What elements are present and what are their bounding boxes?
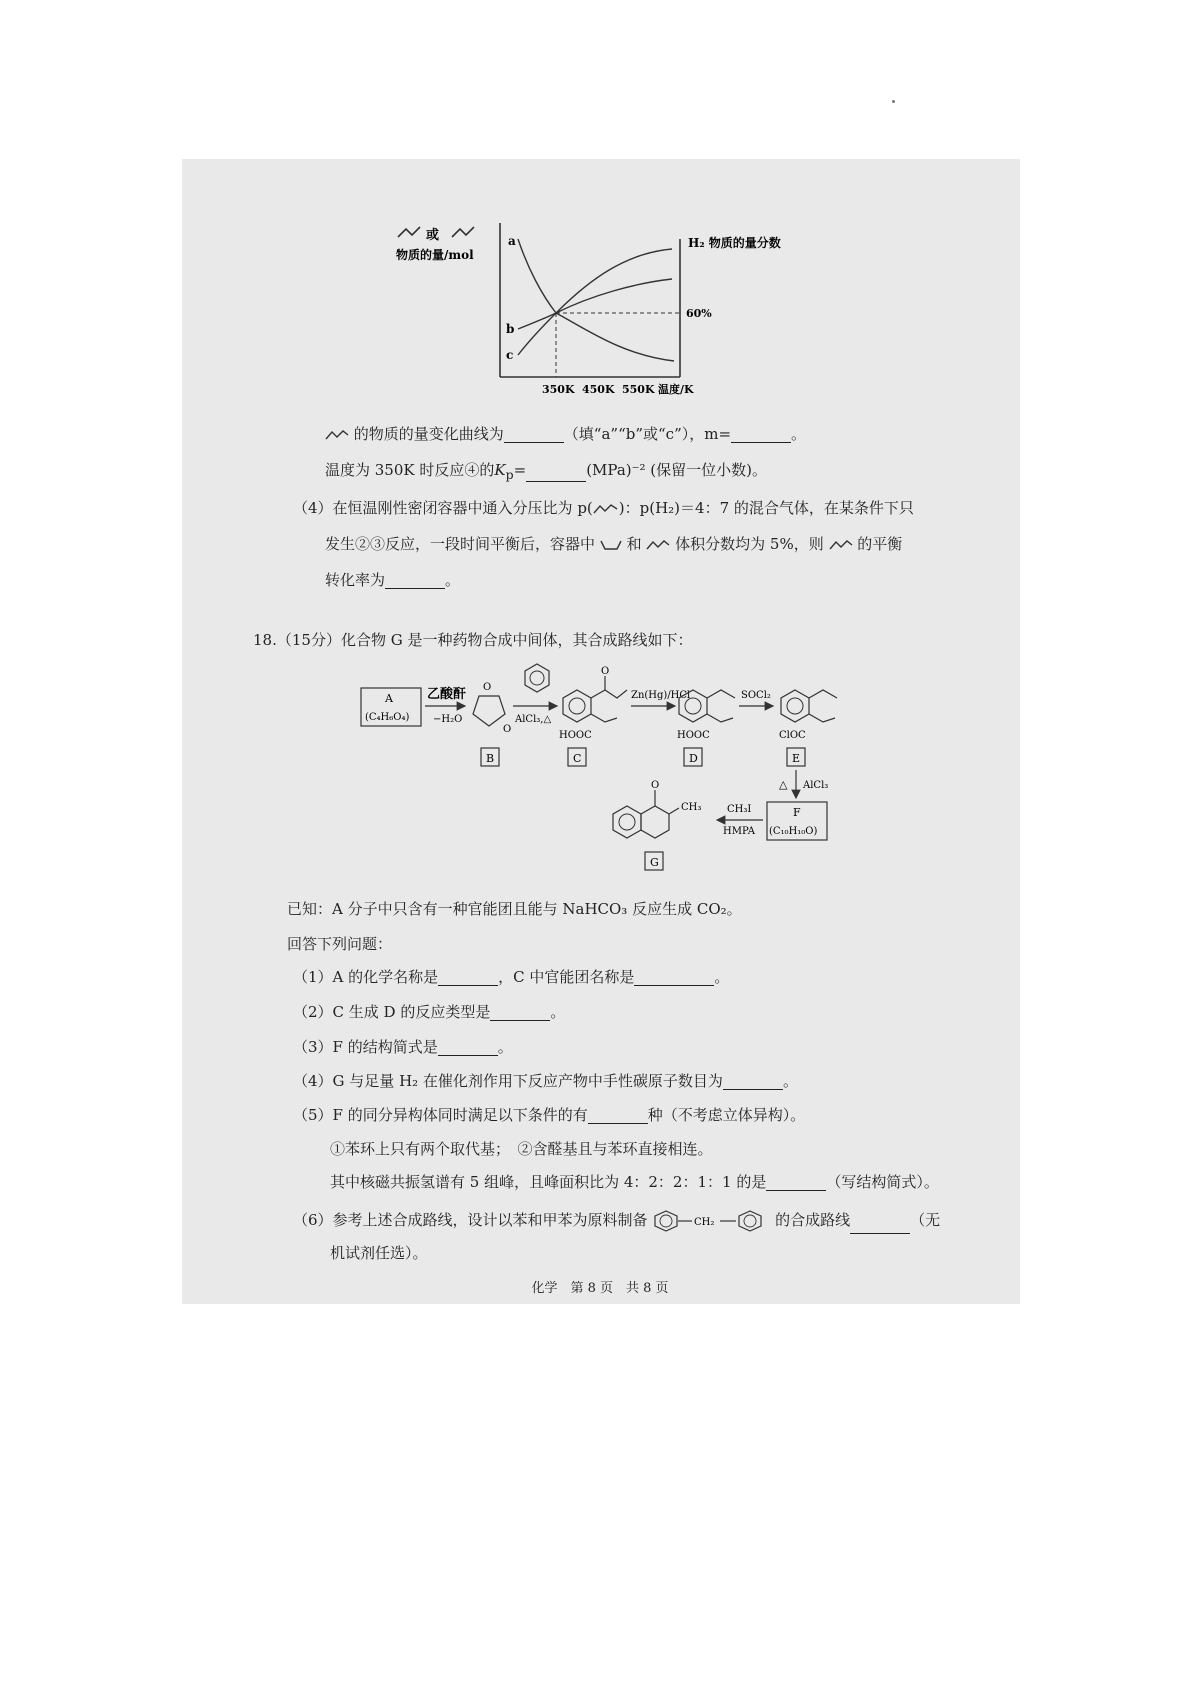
q18-part4: （4）G 与足量 H₂ 在催化剂作用下反应产物中手性碳原子数目为 。 <box>293 1072 798 1090</box>
xtick-350k: 350K <box>542 383 575 396</box>
compound-f-name: F <box>793 806 801 819</box>
alkene-skeleton-icon <box>829 539 853 551</box>
q18-part5-conditions: ①苯环上只有两个取代基； ②含醛基且与苯环直接相连。 <box>330 1140 713 1158</box>
reagent-socl2: SOCl₂ <box>741 690 771 701</box>
q18-title: 18.（15分）化合物 G 是一种药物合成中间体，其合成路线如下： <box>253 631 693 649</box>
compound-c-cooh: HOOC <box>559 730 592 741</box>
svg-text:O: O <box>483 682 492 693</box>
compound-d-cooh: HOOC <box>677 730 710 741</box>
alkene-skeleton-icon <box>646 539 670 551</box>
compound-g-ring <box>641 806 669 838</box>
q18-part1: （1）A 的化学名称是 ，C 中官能团名称是 。 <box>293 968 730 986</box>
label-c: C <box>573 752 582 765</box>
svg-text:O: O <box>651 780 660 791</box>
q18-known: 已知：A 分子中只含有一种官能团且能与 NaHCO₃ 反应生成 CO₂。 <box>287 900 742 918</box>
q17-line2: 温度为 350K 时反应④的$K_p= (MPa)^{-2}$ (保留一位小数)。 <box>325 461 768 482</box>
xtick-450k: 450K <box>582 383 615 396</box>
svg-text:O: O <box>601 666 610 677</box>
q18-part5-nmr: 其中核磁共振氢谱有 5 组峰，且峰面积比为 4：2：2：1：1 的是 （写结构简式）。 <box>330 1173 939 1191</box>
reagent-alcl3: AlCl₃ <box>803 780 829 791</box>
q18-part6-line2: 机试剂任选）。 <box>330 1244 428 1262</box>
scan-speck <box>892 100 895 103</box>
q17-line1: 的物质的量变化曲线为 （填“a”“b”或“c”），m= 。 <box>325 425 806 443</box>
compound-b-ring <box>473 696 505 726</box>
answer-blank-m[interactable] <box>731 428 791 443</box>
xlabel: 温度/K <box>658 383 694 396</box>
reagent-heat: △ <box>779 778 788 791</box>
q18-prompt: 回答下列问题： <box>287 935 393 953</box>
cyclo-skeleton-icon <box>600 539 622 551</box>
ch2-label: CH₂ <box>694 1217 715 1228</box>
curve-label-c: c <box>506 348 514 362</box>
alkene-skeleton-icon <box>452 227 474 237</box>
page-footer: 化学 第 8 页 共 8 页 <box>531 1281 669 1296</box>
compound-c-benzene <box>563 690 591 722</box>
answer-blank-kp[interactable] <box>526 467 586 482</box>
reagent-alcl3-heat: AlCl₃,△ <box>515 714 552 725</box>
q18-part6: （6）参考上述合成路线，设计以苯和甲苯为原料制备 CH₂ 的合成路线 （无 <box>293 1208 940 1234</box>
ylabel-or: 或 <box>426 228 440 243</box>
answer-blank-isomer-count[interactable] <box>588 1109 648 1124</box>
alkene-skeleton-icon <box>593 503 619 515</box>
ref-label-60: 60% <box>686 307 712 320</box>
answer-blank-nmr-structure[interactable] <box>766 1176 826 1191</box>
reagent-zn-hg-hcl: Zn(Hg)/HCl <box>631 690 691 701</box>
answer-blank-reaction-type[interactable] <box>490 1006 550 1021</box>
temperature-chart <box>396 219 806 419</box>
reagent-ch3i: CH₃I <box>727 804 752 815</box>
q18-part2: （2）C 生成 D 的反应类型是 。 <box>293 1003 566 1021</box>
ylabel-right: H₂ 物质的量分数 <box>688 236 781 250</box>
answer-blank-route[interactable] <box>850 1219 910 1234</box>
curve-a <box>518 239 674 361</box>
ylabel-left: 物质的量/mol <box>396 248 474 262</box>
diphenylmethane-icon <box>652 1208 770 1234</box>
compound-a-formula: (C₄H₆O₄) <box>365 712 410 723</box>
xtick-550k: 550K <box>622 383 655 396</box>
reagent-acetic-anhydride: 乙酸酐 <box>427 687 467 702</box>
answer-blank-c-group[interactable] <box>634 971 714 986</box>
label-e: E <box>792 752 801 765</box>
q17-part4-line1: （4）在恒温刚性密闭容器中通入分压比为 p( )：p(H₂)＝4：7 的混合气体，在某条件下只 <box>293 499 914 517</box>
answer-blank-conversion[interactable] <box>385 574 445 589</box>
q17-part4-line2: 发生②③反应，一段时间平衡后，容器中 和 体积分数均为 5%，则 的平衡 <box>325 535 903 553</box>
svg-text:O: O <box>503 724 512 735</box>
compound-e-benzene <box>781 690 809 722</box>
reagent-hmpa: HMPA <box>723 826 755 837</box>
compound-a-name: A <box>385 692 393 705</box>
label-d: D <box>689 752 698 765</box>
alkene-skeleton-icon <box>325 429 349 441</box>
reagent-minus-water: −H₂O <box>433 714 463 725</box>
compound-g-methyl: CH₃ <box>681 802 702 813</box>
answer-blank-f-structure[interactable] <box>438 1041 498 1056</box>
answer-blank-a-name[interactable] <box>438 971 498 986</box>
answer-blank-chiral-count[interactable] <box>723 1075 783 1090</box>
q17-part4-line3: 转化率为 。 <box>325 571 461 589</box>
label-b: B <box>486 752 495 765</box>
curve-label-a: a <box>508 234 516 248</box>
q18-part3: （3）F 的结构简式是 。 <box>293 1038 513 1056</box>
compound-g-benzene <box>613 806 641 838</box>
benzene-reagent-icon <box>525 664 549 692</box>
curve-b <box>518 279 672 329</box>
synthesis-route <box>355 660 885 880</box>
alkane-skeleton-icon <box>398 227 420 237</box>
compound-f-formula: (C₁₀H₁₀O) <box>769 826 818 837</box>
q18-part5: （5）F 的同分异构体同时满足以下条件的有 种（不考虑立体异构）。 <box>293 1106 806 1124</box>
curve-c <box>518 249 672 355</box>
label-g: G <box>650 856 659 869</box>
curve-label-b: b <box>506 322 515 336</box>
compound-e-cocl: ClOC <box>779 730 806 741</box>
answer-blank-curve[interactable] <box>504 428 564 443</box>
